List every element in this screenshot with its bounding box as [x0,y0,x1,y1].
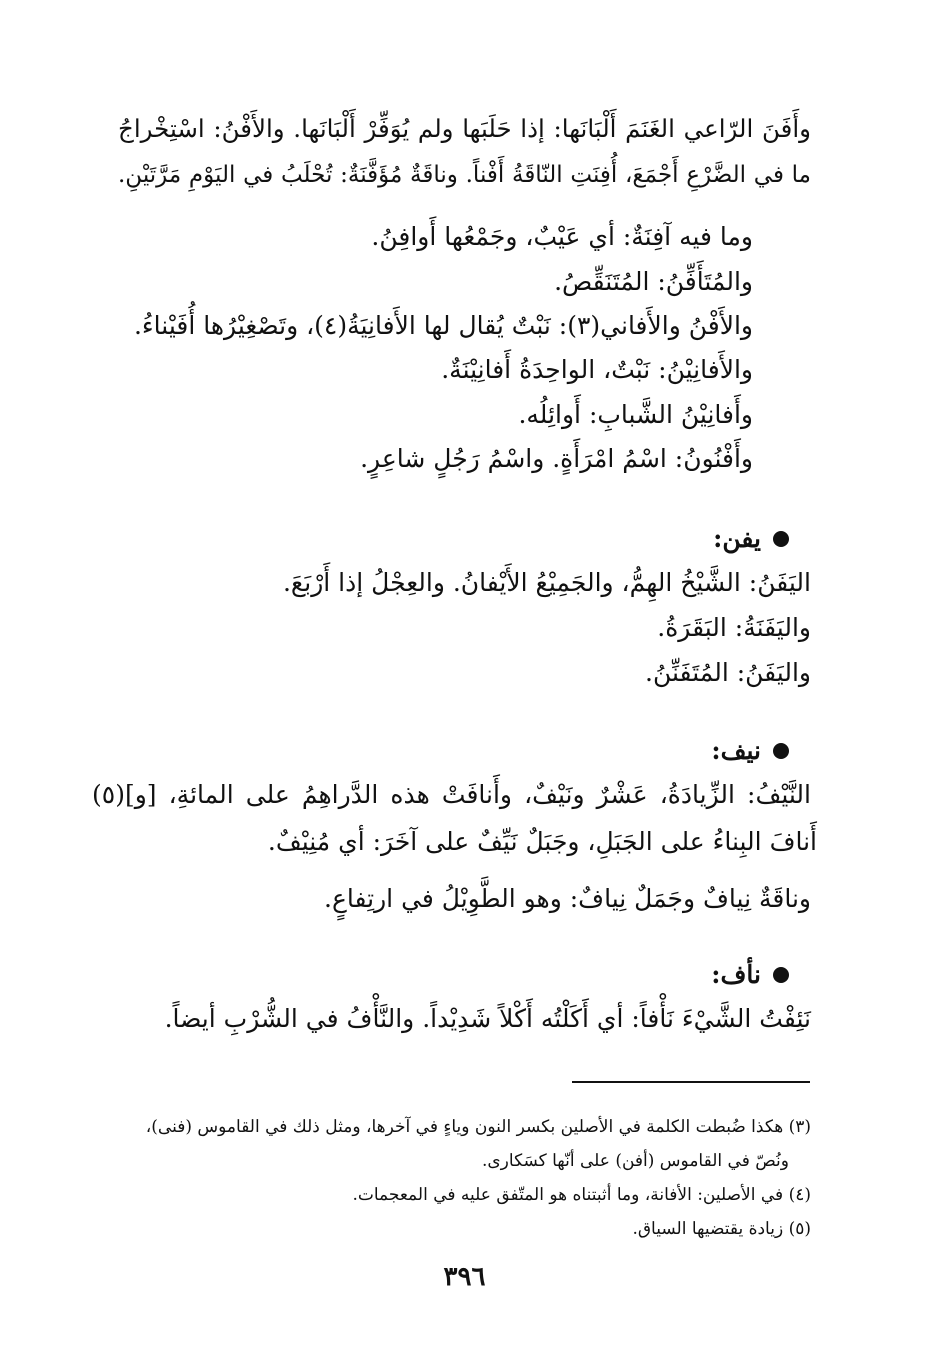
bullet-icon [773,967,789,983]
entry-heading [713,522,789,556]
entry-heading-label: نيف: [711,736,761,765]
text-line: والأَفانِيْنُ: نَبْتٌ، الواحِدَةُ أَفانِيْنَةٌ. [441,355,753,384]
entry-heading-label: يفن: [713,524,761,553]
footnote: (٣) هكذا ضُبطت الكلمة في الأصلين بكسر النون وياءٍ في آخرها، ومثل ذلك في القاموس (فنى)، [145,1117,811,1137]
text-line: اليَفَنُ: الشَّيْخُ الهِمُّ، والجَمِيْعُ الأَيْفانُ. والعِجْلُ إذا أَرْبَعَ. [282,568,811,597]
footnote: (٥) زيادة يقتضيها السياق. [632,1219,811,1239]
bullet-icon [773,531,789,547]
footnote: (٤) في الأصلين: الأفانة، وما أثبتناه هو المتّفق عليه في المعجمات. [352,1185,811,1205]
text-line: وناقَةٌ نِيافٌ وجَمَلٌ نِيافٌ: وهو الطَّوِيْلُ في ارتِفاعٍ. [324,884,811,913]
entry-heading [711,734,789,768]
text-line: وما فيه آفِنَةٌ: أي عَيْبٌ، وجَمْعُها أَوافِنُ. [371,222,753,251]
footnote-separator [572,1081,810,1083]
text-line: واليَفَنَةُ: البَقَرَةُ. [657,613,811,642]
text-line: نَئِفْتُ الشَّيْءَ نَأْفاً: أي أَكَلْتُه أَكْلاً شَدِيْداً. والنَّأْفُ في الشُّرْبِ أيضاً. [164,1004,811,1033]
text-line: النَّيْفُ: الزِّيادَةُ، عَشْرٌ ونَيْفٌ، وأَنافَتْ هذه الدَّراهِمُ على المائةِ، [و](٥) [92,780,811,809]
text-line: وأَفانِيْنُ الشَّبابِ: أَوائِلُه. [518,400,753,429]
entry-heading-label: نأف: [711,960,761,989]
entry-heading [711,958,789,992]
text-line: وأَفْنُونُ: اسْمُ امْرَأَةٍ. واسْمُ رَجُلٍ شاعِرٍ. [360,444,753,473]
text-line: وأَفَنَ الرّاعي الغَنَمَ أَلْبَانَها: إذا حَلَبَها ولم يُوَفِّرْ أَلْبَانَها. والأَفْنُ: اسْتِخْراجُ [118,114,811,143]
footnote: ونُصّ في القاموس (أفن) على أنّها كسَكارى. [481,1151,789,1171]
page-number: ٣٩٦ [443,1262,486,1292]
text-line: والمُتَأَفِّنُ: المُتَنَقِّصُ. [554,267,753,296]
text-line: أَنافَ البِناءُ على الجَبَلِ، وجَبَلٌ نَيِّفٌ على آخَرَ: أي مُنِيْفٌ. [267,827,817,856]
bullet-icon [773,743,789,759]
text-line: والأَفْنُ والأَفاني(٣): نَبْتٌ يُقال لها الأَفانِيَةُ(٤)، وتَصْغِيْرُها أُفَيْناءُ. [133,311,753,340]
text-line: واليَفَنُ: المُتَفَنِّنُ. [645,658,811,687]
text-line: ما في الضَّرْعِ أَجْمَعَ، أُفِنَتِ النّاقَةُ أَفْناً. وناقَةٌ مُؤَفَّنَةٌ: تُحْلَبُ في اليَوْمِ مَرَّتَيْنِ. [118,162,811,188]
